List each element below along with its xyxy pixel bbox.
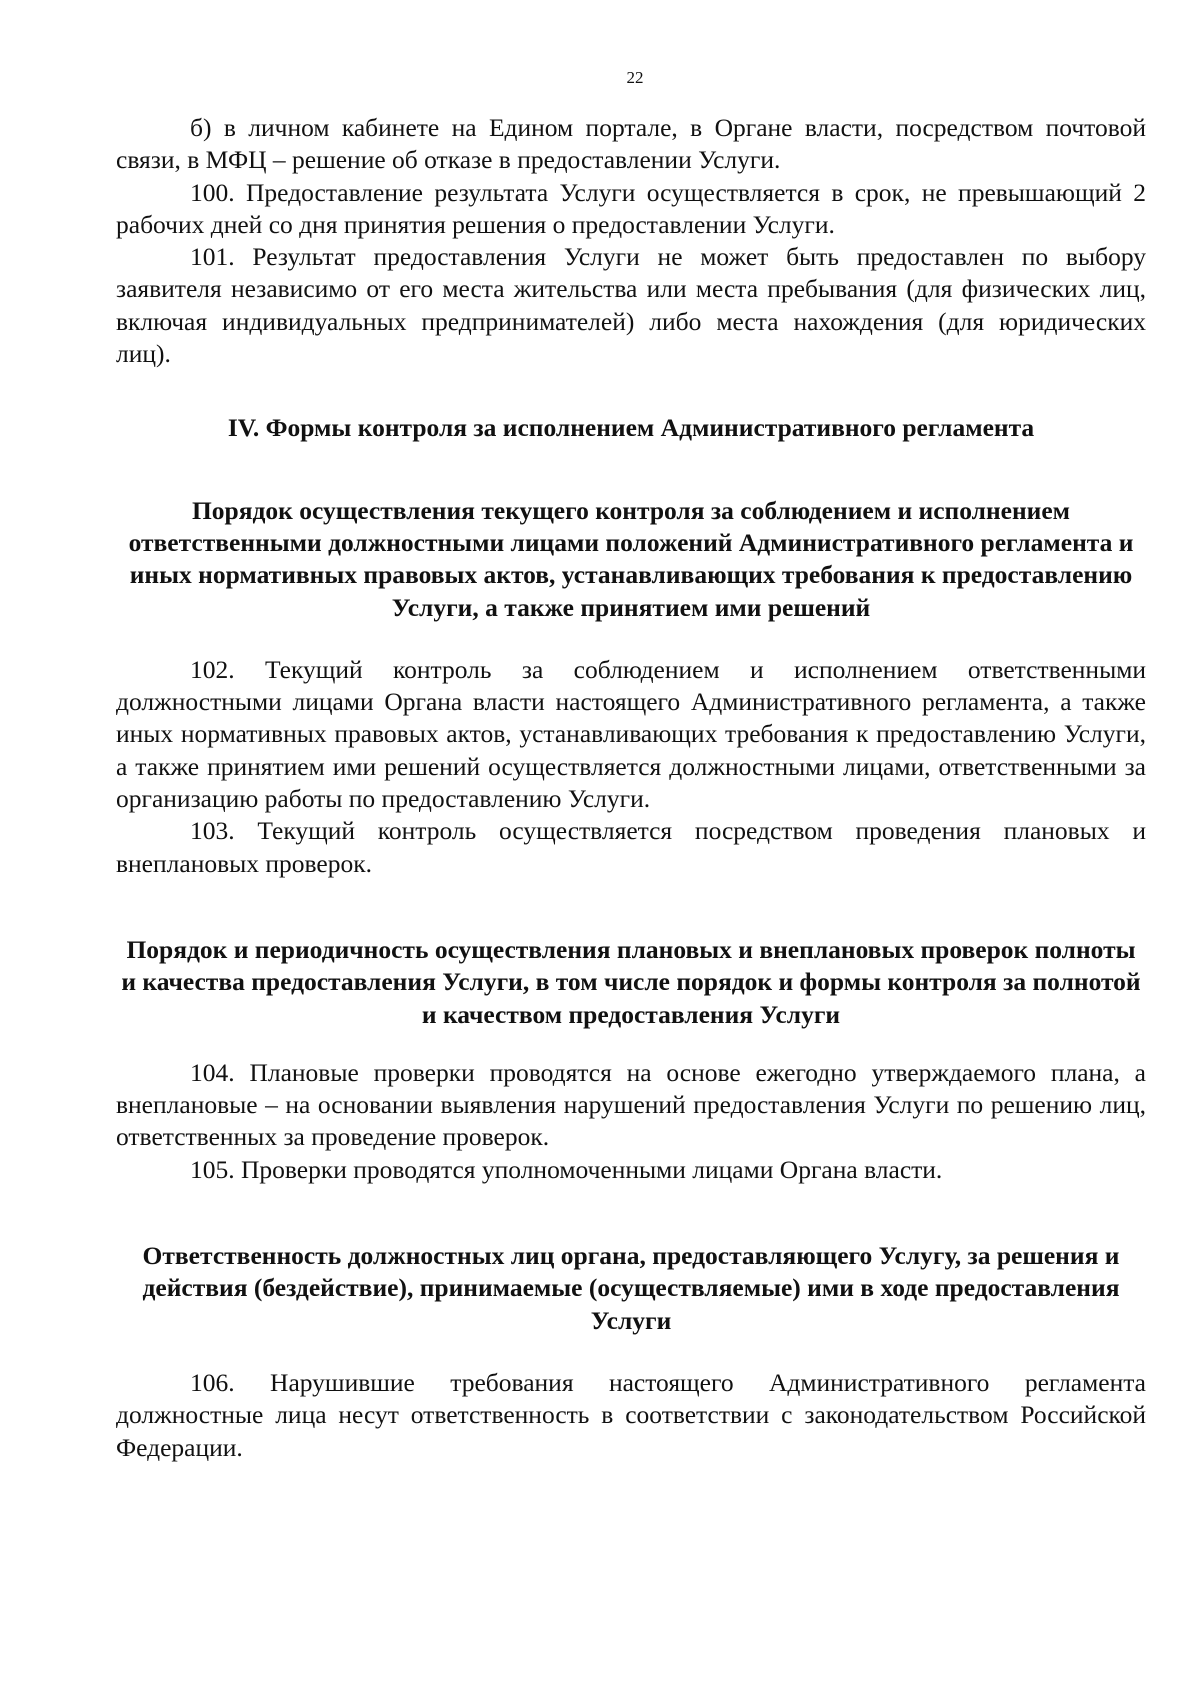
paragraph-105: 105. Проверки проводятся уполномоченными лицами Органа власти. (190, 1154, 943, 1184)
paragraph-103: 103. Текущий контроль осуществляется посредством проведения плановых и внеплановых проверок. (116, 816, 1146, 878)
document-body (116, 112, 1146, 1464)
paragraph-106: 106. Нарушившие требования настоящего Административного регламента должностные лица несут ответственность в соответствии с законодательством Российской Федерации. (116, 1367, 1146, 1462)
paragraph-100: 100. Предоставление результата Услуги осуществляется в срок, не превышающий 2 рабочих дней со дня принятия решения о предоставлении Услуги. (116, 177, 1146, 239)
paragraph-b: б) в личном кабинете на Едином портале, в Органе власти, посредством почтовой связи, в МФЦ – решение об отказе в предоставлении Услуги. (116, 113, 1146, 175)
page-number: 22 (626, 68, 644, 87)
subsection-inspections-heading: Порядок и периодичность осуществления плановых и внеплановых проверок полноты и качества предоставления Услуги, в том числе порядок и формы контроля за полнотой и качеством предоставления Услуги (121, 934, 1141, 1029)
subsection-responsibility-heading: Ответственность должностных лиц органа, предоставляющего Услугу, за решения и действия (бездействие), принимаемые (осуществляемые) ими в ходе предоставления Услуги (142, 1241, 1120, 1335)
paragraph-104: 104. Плановые проверки проводятся на основе ежегодно утверждаемого плана, а внеплановые – на основании выявления нарушений предоставления Услуги по решению лиц, ответственных за проведение проверок. (116, 1057, 1146, 1152)
section-iv-title: IV. Формы контроля за исполнением Административного регламента (227, 413, 1035, 443)
paragraph-101: 101. Результат предоставления Услуги не может быть предоставлен по выбору заявителя независимо от его места жительства или места пребывания (для физических лиц, включая индивидуальных предпринимателей) либо места нахождения (для юридических лиц). (116, 242, 1146, 369)
paragraph-102: 102. Текущий контроль за соблюдением и исполнением ответственными должностными лицами Органа власти настоящего Административного регламента, а также иных нормативных правовых актов, устанавливающих требования к предоставлению Услуги, а также принятием ими решений осуществляется должностными лицами, ответственными за организацию работы по предоставлению Услуги. (116, 654, 1146, 814)
subsection-current-control-heading: Порядок осуществления текущего контроля за соблюдением и исполнением ответственными должностными лицами положений Административного регламента и иных нормативных правовых актов, устанавливающих требования к предоставлению Услуги, а также принятием ими решений (128, 495, 1134, 622)
